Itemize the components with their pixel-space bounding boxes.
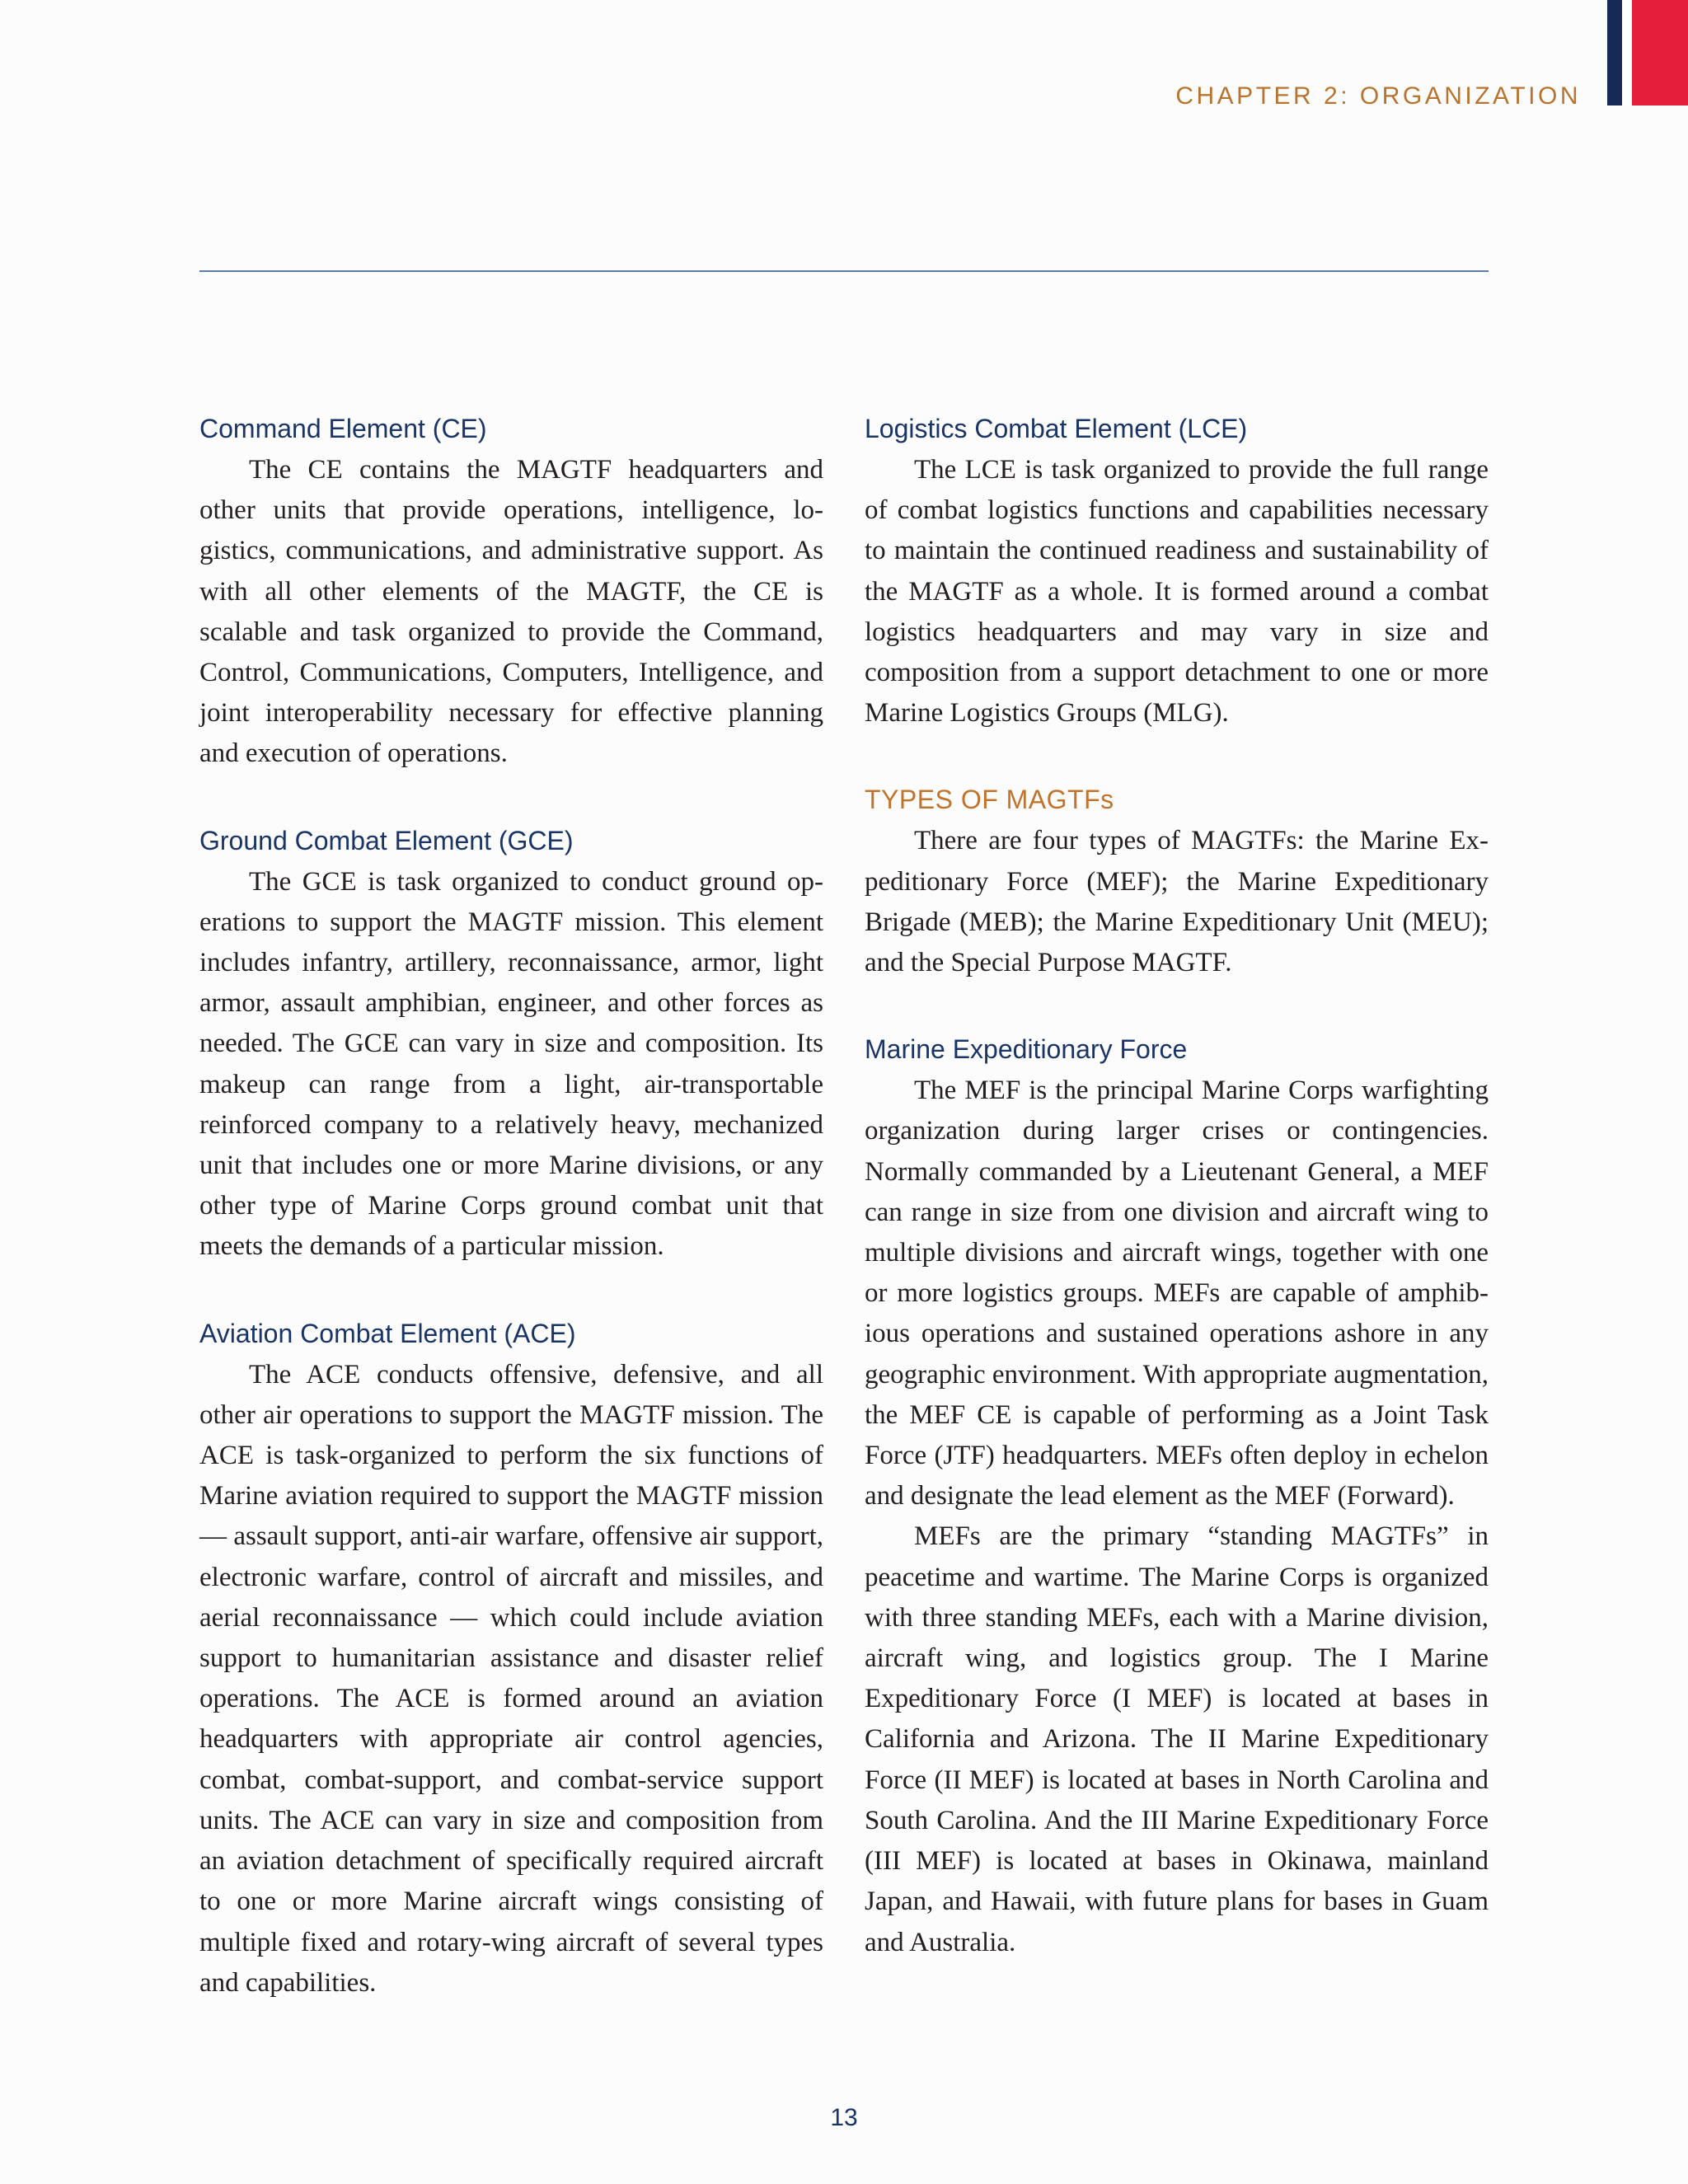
section-types-of-magtfs — [865, 783, 1489, 983]
chapter-title: CHAPTER 2: ORGANIZATION — [1175, 82, 1581, 110]
right-column — [865, 412, 1489, 2013]
section-logistics-combat-element — [865, 412, 1489, 733]
section-heading: Logistics Combat Element (LCE) — [865, 414, 1248, 443]
body-paragraph: The CE contains the MAGTF headquarters and other units that provide operations, intelligence, logistics, communications, and administrative support. As with all other elements of the MAGTF, the CE is scalable and task organized to provide the Command, Control, Communications, Computers, Intelligence, and joint interoperability necessary for effective planning and execution of operations. — [199, 455, 823, 769]
section-heading: Marine Expeditionary Force — [865, 1034, 1188, 1065]
header-navy-stripe — [1607, 0, 1622, 105]
major-heading: TYPES OF MAGTFs — [865, 785, 1114, 815]
body-paragraph: The MEF is the principal Marine Corps warfighting organization during larger crises or contingencies. Normally commanded by a Lieutenant General, a MEF can range in size from one division and aircraft wing to multiple divisions and aircraft wings, together with one or more logistics groups. MEFs are capable of amphibious operations and sustained operations ashore in any geographic environment. With appropriate augmentation, the MEF CE is capable of performing as a Joint Task Force (JTF) headquarters. MEFs often deploy in echelon and designate the lead element as the MEF (Forward). — [865, 1076, 1489, 1511]
page-number: 13 — [830, 2104, 858, 2131]
body-paragraph: The ACE conducts offensive, defensive, and all other air operations to support the MAGTF mission. The ACE is task-organized to perform the six functions of Marine aviation required to support the MAGTF mission — assault support, anti-air warfare, offensive air support, electronic warfare, control of aircraft and missiles, and aerial reconnaissance — which could include aviation support to humanitarian assistance and disaster relief operations. The ACE is formed around an aviation headquarters with appropriate air control agencies, combat, combat-support, and combat-service support units. The ACE can vary in size and composition from an aviation detachment of specifically required aircraft to one or more Marine aircraft wings consisting of multiple fixed and rotary-wing aircraft of several types and capabilities. — [199, 1359, 823, 1998]
section-ground-combat-element — [199, 824, 823, 1268]
body-paragraph: The LCE is task organized to provide the full range of combat logistics functions and capabilities necessary to maintain the continued readiness and sustainability of the MAGTF as a whole. It is formed around a combat logistics headquarters and may vary in size and composition from a support detachment to one or more Marine Logistics Groups (MLG). — [865, 455, 1489, 729]
header-white-stripe — [1622, 0, 1632, 105]
left-column — [199, 412, 823, 2053]
body-paragraph: The GCE is task organized to conduct ground operations to support the MAGTF mission. This element includes infantry, artillery, reconnaissance, armor, light armor, assault amphibian, engineer, and other forces as needed. The GCE can vary in size and composition. Its makeup can range from a light, air-transportable reinforced company to a relatively heavy, mechanized unit that includes one or more Marine divisions, or any other type of Marine Corps ground combat unit that meets the demands of a particular mission. — [199, 866, 823, 1262]
section-heading: Command Element (CE) — [199, 414, 487, 443]
section-heading: Aviation Combat Element (ACE) — [199, 1318, 576, 1348]
section-command-element — [199, 412, 823, 775]
section-marine-expeditionary-force — [865, 1033, 1489, 1962]
body-paragraph: There are four types of MAGTFs: the Marine Expeditionary Force (MEF); the Marine Expeditionary Brigade (MEB); the Marine Expeditionary Unit (MEU); and the Special Purpose MAGTF. — [865, 826, 1489, 978]
section-aviation-combat-element — [199, 1317, 823, 2004]
body-paragraph: MEFs are the primary “standing MAGTFs” in peacetime and wartime. The Marine Corps is organized with three standing MEFs, each with a Marine division, aircraft wing, and logistics group. The I Marine Expeditionary Force (I MEF) is located at bases in California and Arizona. The II Marine Expeditionary Force (II MEF) is located at bases in North Carolina and South Carolina. And the III Marine Expeditionary Force (III MEF) is located at bases in Okinawa, mainland Japan, and Hawaii, with future plans for bases in Guam and Australia. — [865, 1521, 1489, 1957]
section-heading: Ground Combat Element (GCE) — [199, 825, 574, 855]
header-red-stripe — [1632, 0, 1688, 105]
header-divider — [199, 270, 1489, 272]
